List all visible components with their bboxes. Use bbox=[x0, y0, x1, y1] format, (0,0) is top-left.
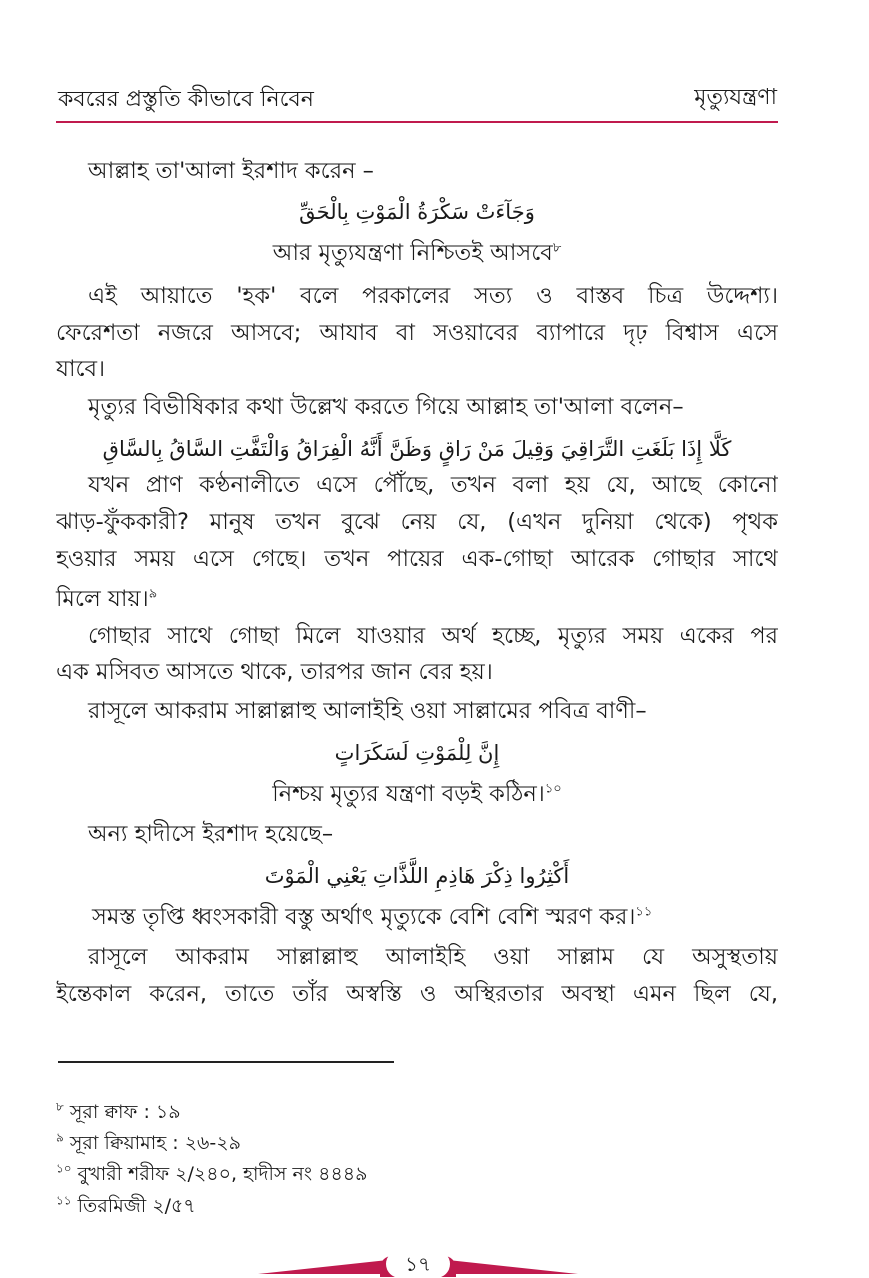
footnote-ref-9: ৯ bbox=[148, 586, 158, 602]
page-number-ornament-right bbox=[448, 1260, 578, 1274]
footnote-9 bbox=[56, 1130, 241, 1156]
translation-4 bbox=[92, 902, 652, 932]
footnote-9-text: সূরা ক্বিয়ামাহ : ২৬-২৯ bbox=[69, 1132, 241, 1154]
footnote-ref-11: ১১ bbox=[635, 904, 653, 920]
intro-line-3: রাসূলে আকরাম সাল্লাল্লাহু আলাইহি ওয়া সাল্লামের পবিত্র বাণী– bbox=[88, 698, 647, 724]
paragraph-1-line-3: যাবে। bbox=[56, 356, 106, 382]
running-header-title: কবরের প্রস্তুতি কীভাবে নিবেন bbox=[58, 87, 314, 112]
paragraph-2-line-1 bbox=[56, 470, 778, 500]
translation-3-text: নিশ্চয় মৃত্যুর যন্ত্রণা বড়ই কঠিন। bbox=[272, 781, 545, 807]
paragraph-2-line-3: হওয়ার সময় এসে গেছে। তখন পায়ের এক-গোছা আরেক গোছার সাথে bbox=[56, 546, 778, 572]
paragraph-4-line-1 bbox=[56, 942, 778, 972]
footnote-8 bbox=[56, 1099, 181, 1125]
intro-line-4: অন্য হাদীসে ইরশাদ হয়েছে– bbox=[88, 821, 334, 847]
header-rule bbox=[56, 121, 778, 123]
footnote-11-text: তিরমিজী ২/৫৭ bbox=[77, 1195, 196, 1217]
paragraph-1-line-1-text: এই আয়াতে 'হক' বলে পরকালের সত্য ও বাস্তব চিত্র উদ্দেশ্য। bbox=[88, 283, 778, 309]
footnote-11-number: ১১ bbox=[56, 1193, 72, 1208]
footnote-ref-10: ১০ bbox=[544, 781, 562, 797]
paragraph-4-line-1-text: রাসূলে আকরাম সাল্লাল্লাহু আলাইহি ওয়া সাল্লাম যে অসুস্থতায় bbox=[88, 944, 778, 970]
paragraph-3-line-1 bbox=[56, 621, 778, 651]
paragraph-1-line-2: ফেরেশতা নজরে আসবে; আযাব বা সওয়াবের ব্যাপারে দৃঢ় বিশ্বাস এসে bbox=[56, 320, 778, 346]
paragraph-2-line-2: ঝাড়-ফুঁককারী? মানুষ তখন বুঝে নেয় যে, (এখন দুনিয়া থেকে) পৃথক bbox=[56, 509, 778, 535]
paragraph-3-line-1-text: গোছার সাথে গোছা মিলে যাওয়ার অর্থ হচ্ছে, মৃত্যুর সময় একের পর bbox=[88, 623, 778, 649]
footnote-10-text: বুখারী শরীফ ২/২৪০, হাদীস নং ৪৪৪৯ bbox=[77, 1163, 368, 1185]
footnote-10 bbox=[56, 1161, 367, 1187]
arabic-verse-1: وَجَآءَتْ سَكْرَةُ الْمَوْتِ بِالْحَقِّ bbox=[299, 200, 535, 224]
paragraph-2-line-1-text: যখন প্রাণ কণ্ঠনালীতে এসে পৌঁছে, তখন বলা হয় যে, আছে কোনো bbox=[88, 472, 778, 498]
arabic-hadith-2: أَكْثِرُوا ذِكْرَ هَاذِمِ اللَّذَّاتِ يَعْنِي الْمَوْتَ bbox=[264, 864, 570, 888]
footnote-8-text: সূরা ক্বাফ : ১৯ bbox=[69, 1101, 181, 1123]
translation-3 bbox=[56, 779, 778, 809]
paragraph-4-line-2: ইন্তেকাল করেন, তাতে তাঁর অস্বস্তি ও অস্থিরতার অবস্থা এমন ছিল যে, bbox=[56, 981, 778, 1007]
paragraph-2-line-4-text: মিলে যায়। bbox=[56, 586, 149, 612]
footnote-11 bbox=[56, 1193, 196, 1219]
translation-4-text: সমস্ত তৃপ্তি ধ্বংসকারী বস্তু অর্থাৎ মৃত্যুকে বেশি বেশি স্মরণ কর। bbox=[92, 904, 636, 930]
paragraph-1-line-1 bbox=[56, 281, 778, 311]
footnote-8-number: ৮ bbox=[56, 1099, 64, 1114]
translation-1 bbox=[56, 238, 778, 268]
footnote-ref-8: ৮ bbox=[552, 240, 562, 256]
footnote-9-number: ৯ bbox=[56, 1130, 64, 1145]
translation-1-text: আর মৃত্যুযন্ত্রণা নিশ্চিতই আসবে bbox=[272, 240, 553, 266]
intro-line-1: আল্লাহ তা'আলা ইরশাদ করেন – bbox=[88, 158, 374, 184]
running-header-chapter: মৃত্যুযন্ত্রণা bbox=[694, 85, 777, 110]
intro-line-2: মৃত্যুর বিভীষিকার কথা উল্লেখ করতে গিয়ে আল্লাহ তা'আলা বলেন– bbox=[88, 394, 684, 420]
page-number-ornament-left bbox=[258, 1260, 388, 1274]
paragraph-3-line-2: এক মসিবত আসতে থাকে, তারপর জান বের হয়। bbox=[56, 659, 493, 685]
footnote-10-number: ১০ bbox=[56, 1161, 72, 1176]
arabic-verse-2: كَلَّا إِذَا بَلَغَتِ التَّرَاقِيَ وَقِيلَ مَنْ رَاقٍ وَظَنَّ أَنَّهُ الْفِرَاقُ وَالْتَفَّتِ السَّاقُ بِالسَّاقِ bbox=[102, 437, 732, 461]
footnote-rule bbox=[58, 1061, 394, 1063]
paragraph-2-line-4 bbox=[56, 584, 157, 614]
page-number: ১৭ bbox=[386, 1250, 450, 1278]
arabic-hadith-1: إِنَّ لِلْمَوْتِ لَسَكَرَاتٍ bbox=[334, 741, 500, 765]
